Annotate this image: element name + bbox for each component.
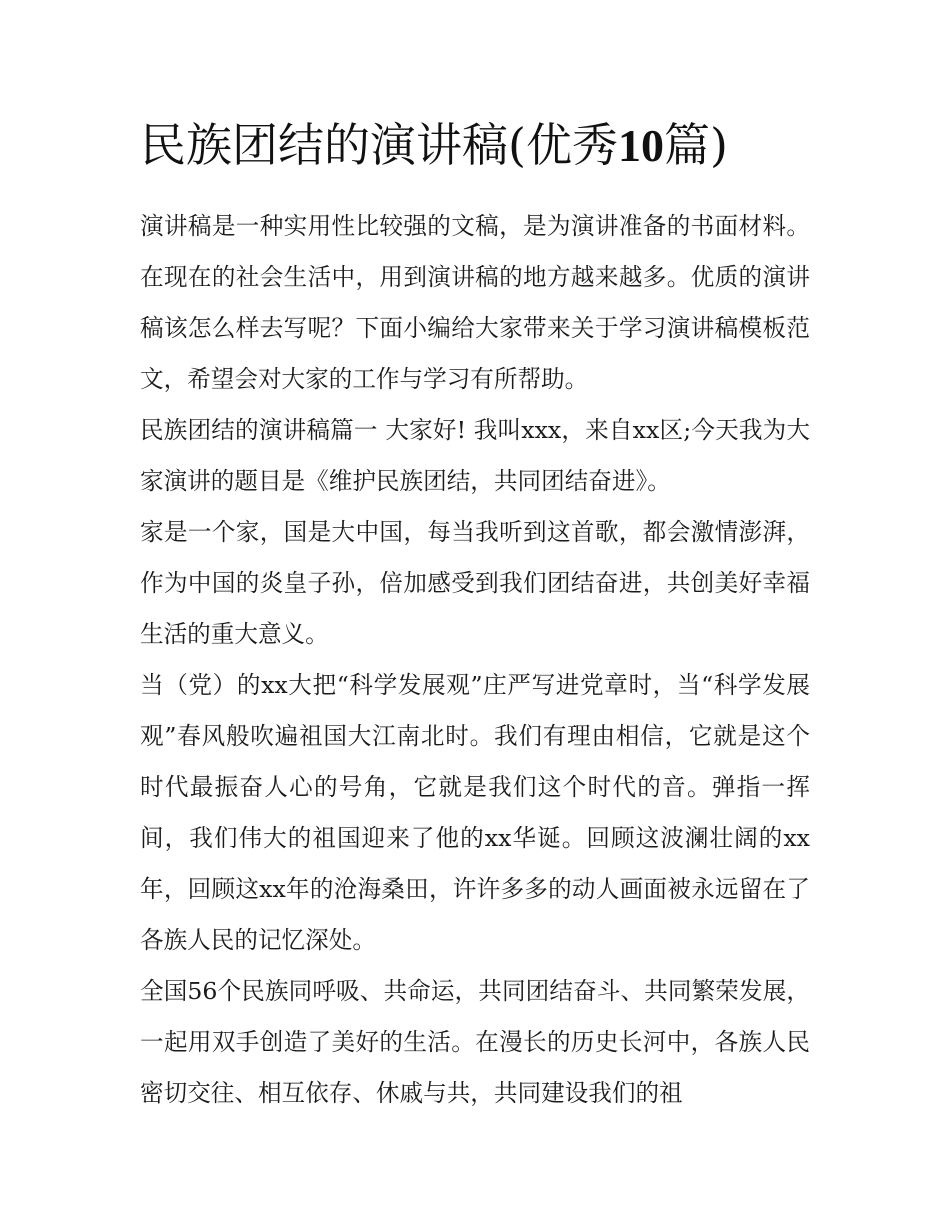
title-main: 民族团结的演讲稿(优秀 [140, 118, 618, 172]
title-tail: 篇) [663, 118, 728, 172]
paragraph-ethnic-groups: 全国56个民族同呼吸、共命运，共同团结奋斗、共同繁荣发展，一起用双手创造了美好的生活。在漫长的历史长河中，各族人民密切交往、相互依存、休戚与共，共同建设我们的祖 [140, 977, 810, 1107]
paragraph-greeting: 民族团结的演讲稿篇一 大家好! 我叫xxx，来自xx区;今天我为大家演讲的题目是《维护民族团结，共同团结奋进》。 [140, 416, 810, 495]
paragraph-development: 当（党）的xx大把“科学发展观”庄严写进党章时，当“科学发展观”春风般吹遍祖国大江南北时。我们有理由相信，它就是这个时代最振奋人心的号角，它就是我们这个时代的音。弹指一挥间，我们伟大的祖国迎来了他的xx华诞。回顾这波澜壮阔的xx年，回顾这xx年的沧海桑田，许许多多的动人画面被永远留在了各族人民的记忆深处。 [140, 671, 810, 954]
title-number: 10 [617, 120, 664, 171]
document-body [140, 201, 810, 1119]
paragraph-intro: 演讲稿是一种实用性比较强的文稿，是为演讲准备的书面材料。在现在的社会生活中，用到演讲稿的地方越来越多。优质的演讲稿该怎么样去写呢？下面小编给大家带来关于学习演讲稿模板范文，希望会对大家的工作与学习有所帮助。 [140, 212, 810, 393]
paragraph-home-country: 家是一个家，国是大中国，每当我听到这首歌，都会激情澎湃，作为中国的炎皇子孙，倍加感受到我们团结奋进，共创美好幸福生活的重大意义。 [140, 518, 810, 648]
document-title [140, 112, 840, 179]
